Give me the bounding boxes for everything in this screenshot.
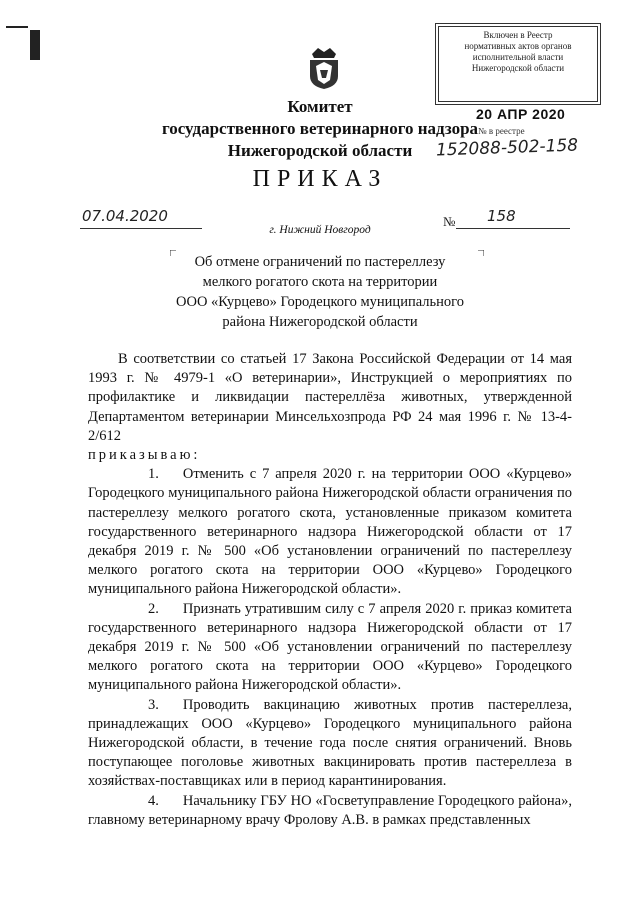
subject-line2: мелкого рогатого скота на территории: [202, 274, 438, 290]
stamp-line4: Нижегородской области: [471, 63, 565, 73]
item-2: [88, 600, 572, 696]
item-3: [88, 696, 572, 792]
subject-line3: ООО «Курцево» Городецкого муниципального: [176, 294, 464, 310]
stamp-reg-number: 152088-502-158: [435, 135, 579, 161]
scan-mark-top-left-2: [6, 26, 28, 28]
scan-mark-top-left: [30, 30, 40, 60]
order-number: 158: [487, 207, 516, 225]
item-text: Начальнику ГБУ НО «Госветуправление Городецкого района», главному ветеринарному врачу Фролову А.В. в рамках представленных: [88, 792, 572, 828]
stamp-line3: исполнительной власти: [472, 52, 564, 62]
item-number: 1.: [148, 466, 159, 483]
item-number: 4.: [148, 792, 159, 809]
org-name-line1: Комитет: [287, 97, 353, 116]
order-body: [88, 350, 572, 830]
order-subject: [150, 252, 490, 332]
stamp-date: 20 АПР 2020: [476, 106, 566, 122]
subject-line1: Об отмене ограничений по пастереллезу: [194, 254, 446, 270]
order-word: приказываю:: [88, 447, 201, 464]
document-title: ПРИКАЗ: [252, 166, 388, 192]
stamp-reg-label: № в реестре: [478, 126, 525, 136]
item-text: Признать утратившим силу с 7 апреля 2020 г. приказ комитета государственного ветеринарного надзора Нижегородской области от 17 декабря 2019 г. № 500 «Об установлении ограничений по пастереллезу мелкого рогатого скота на территории ООО «Курцево» Городецкого муниципального района Нижегородской области».: [88, 600, 572, 694]
city: г. Нижний Новгород: [269, 224, 371, 236]
item-number: 3.: [148, 696, 159, 713]
stamp-line2: нормативных актов органов: [464, 41, 572, 51]
item-number: 2.: [148, 600, 159, 617]
org-name-line3: Нижегородской области: [227, 141, 413, 160]
item-4: [88, 792, 572, 830]
item-1: [88, 465, 572, 599]
stamp-line1: Включен в Реестр: [483, 30, 553, 40]
number-sign: №: [443, 214, 456, 229]
coat-of-arms-icon: [304, 46, 344, 90]
subject-line4: района Нижегородской области: [222, 314, 418, 330]
item-text: Отменить с 7 апреля 2020 г. на территории ООО «Курцево» Городецкого муниципального района Нижегородской области ограничения по пастереллезу мелкого рогатого скота, установленные приказом комитета государственного ветеринарного надзора Нижегородской области от 17 декабря 2019 г. № 500 «Об установлении ограничений по пастереллезу мелкого рогатого скота на территории ООО «Курцево» Городецкого муниципального района Нижегородской области».: [88, 466, 572, 598]
org-name-line2: государственного ветеринарного надзора: [161, 119, 479, 138]
item-text: Проводить вакцинацию животных против пастереллеза, принадлежащих ООО «Курцево» Городецкого муниципального района Нижегородской области, в течение года после снятия ограничений. Вновь поступающее поголовье животных вакцинировать против пастереллеза в хозяйствах-поставщиках или в период карантинирования.: [88, 696, 572, 790]
order-date: 07.04.2020: [82, 207, 168, 225]
preamble: В соответствии со статьей 17 Закона Российской Федерации от 14 мая 1993 г. № 4979-1 «О ветеринарии», Инструкцией о мероприятиях по профилактике и ликвидации пастереллёза животных, утвержденной Департаментом ветеринарии Минсельхозпрода РФ 24 мая 1996 г. № 13-4-2/612: [88, 351, 572, 444]
registry-stamp: [438, 26, 598, 102]
